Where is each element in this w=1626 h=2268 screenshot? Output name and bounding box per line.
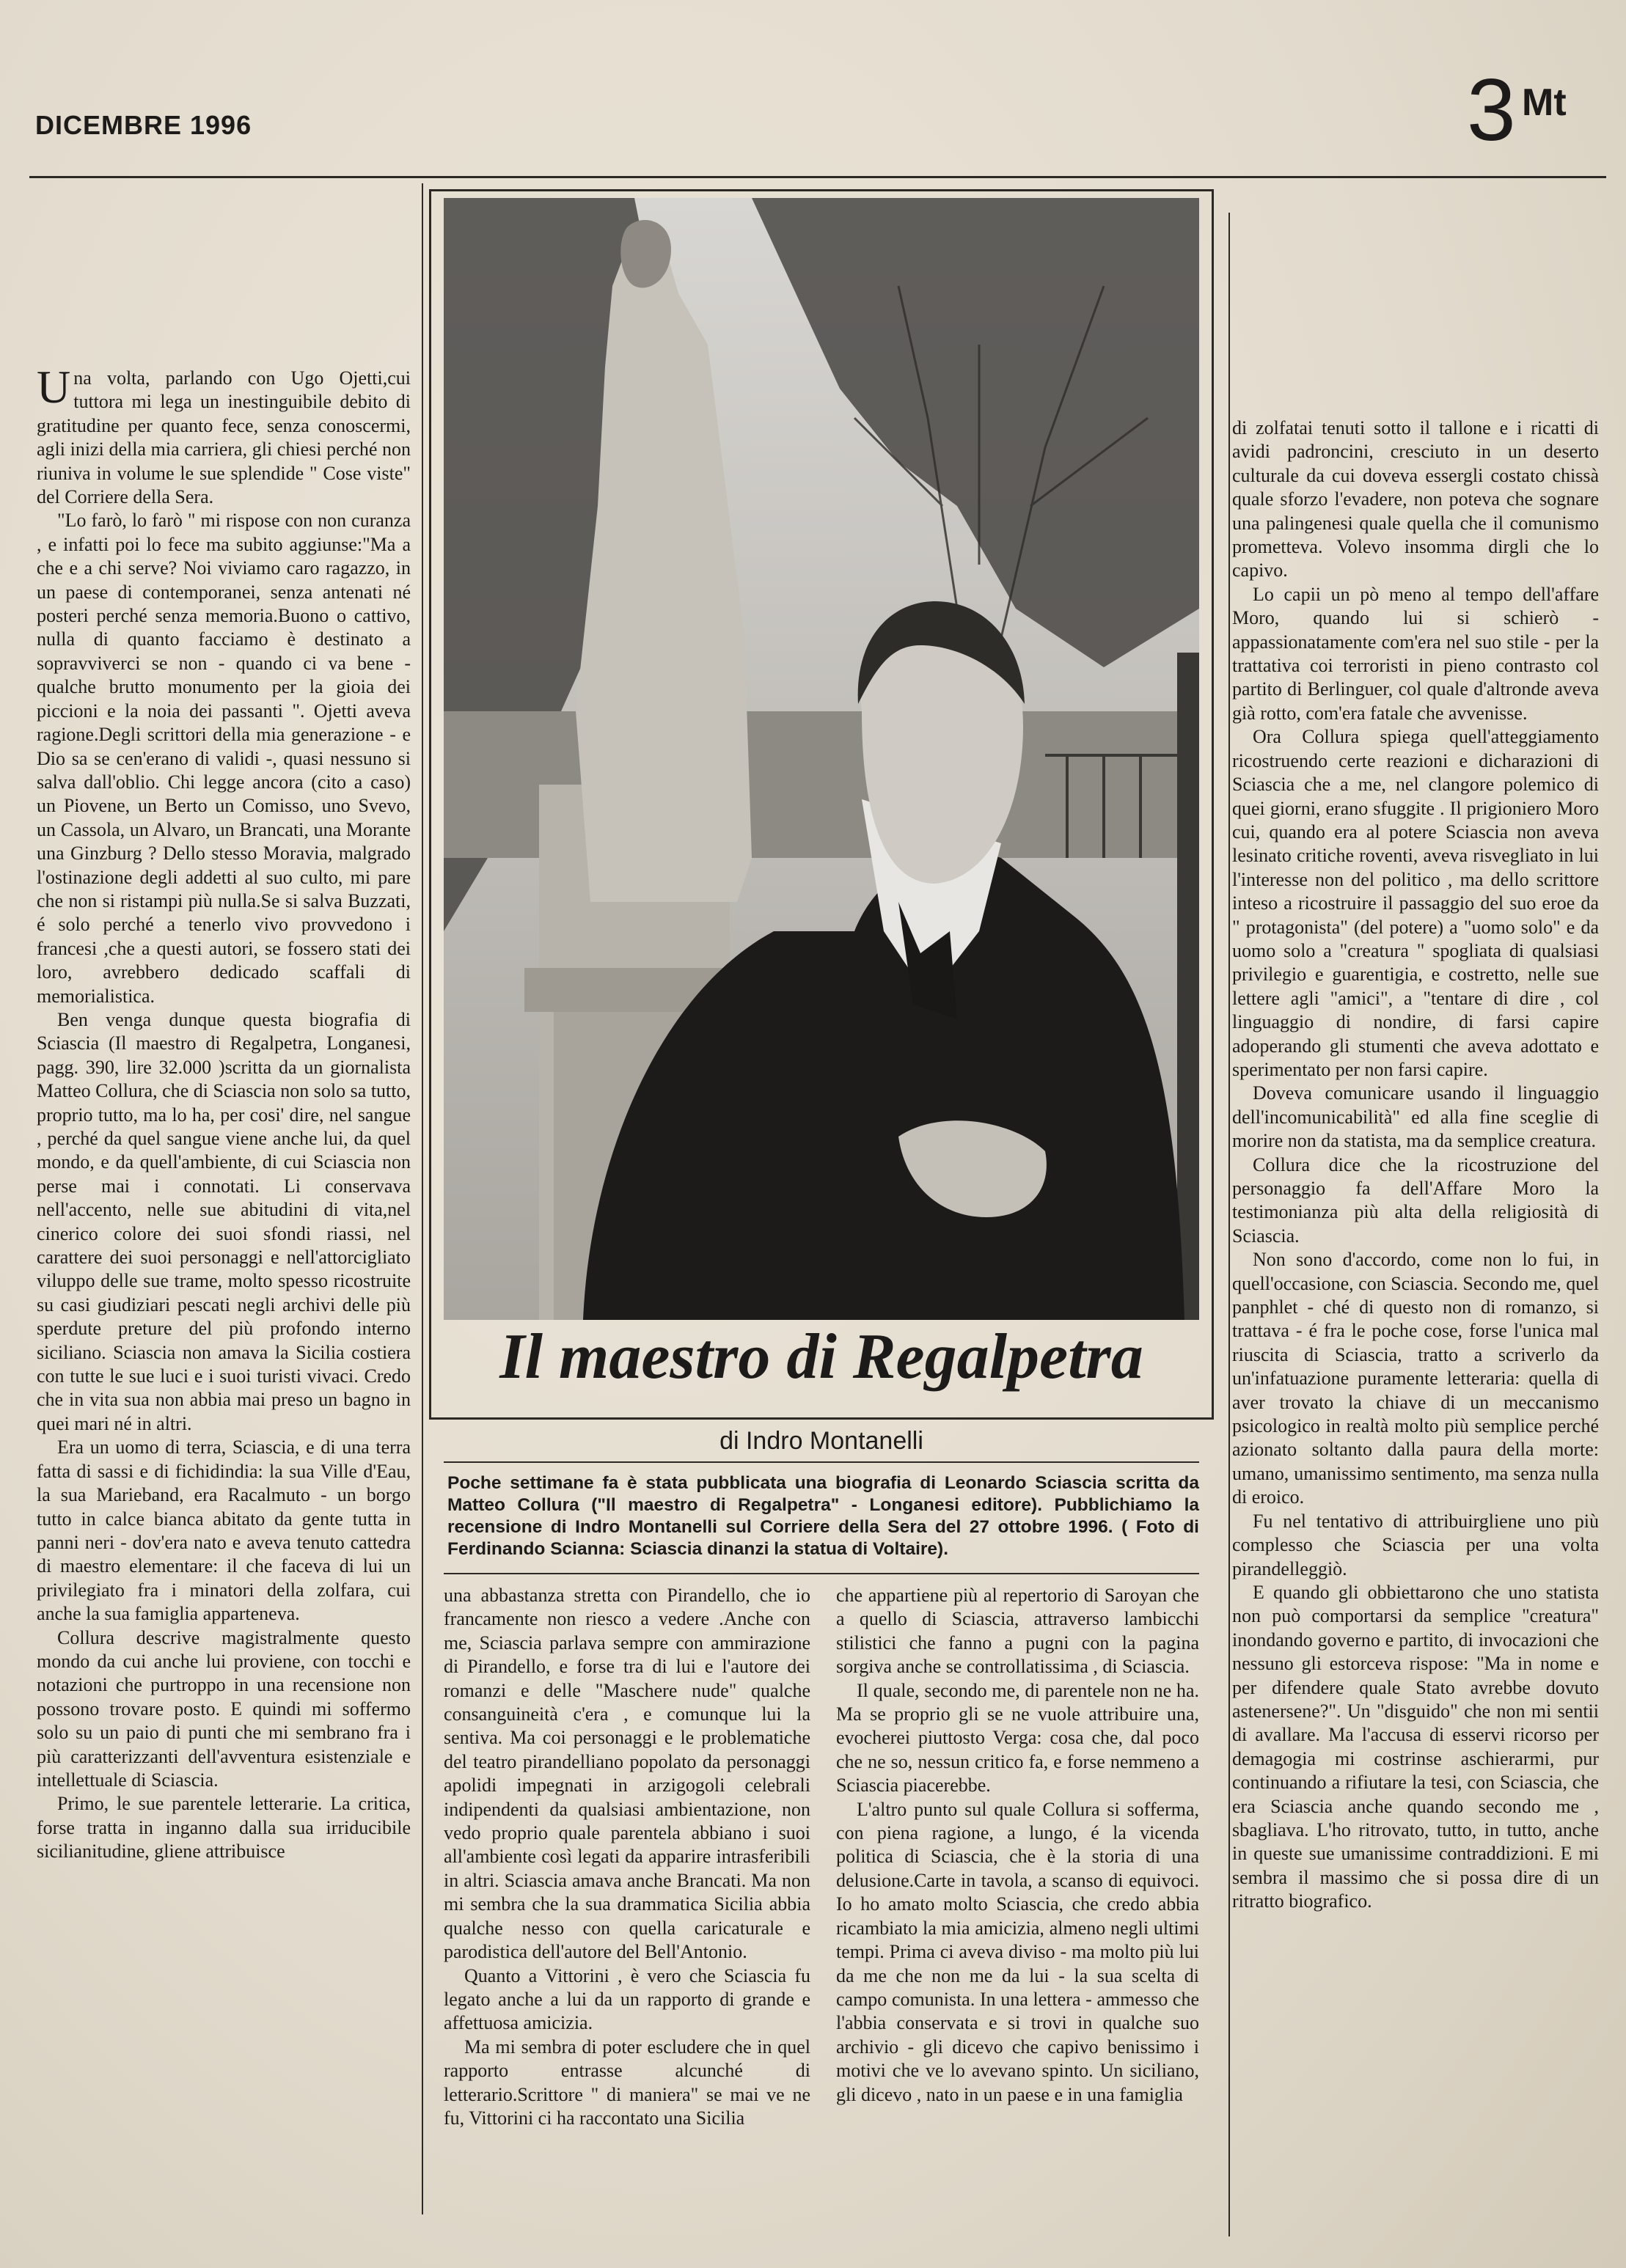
col4-paragraph-4: Doveva comunicare usando il linguaggio dell'incomunicabilità" ed alla fine sceglie di morire non da statista, ma da semplice creatura.: [1232, 1082, 1599, 1152]
col4-paragraph-2: Lo capii un pò meno al tempo dell'affare Moro, quando lui si schierò - appassionatamente com'era nel suo stile - per la trattativa coi terroristi in pieno contrasto col partito di Berlinguer, col quale d'altronde aveva già rotto, com'era fatale che avvenisse.: [1232, 583, 1599, 724]
article-title: Il maestro di Regalpetra: [499, 1321, 1143, 1392]
photo-caption: Poche settimane fa è stata pubblicata una biografia di Leonardo Sciascia scritta da Matteo Collura ("Il maestro di Regalpetra" - Longanesi editore). Pubblichiamo la recensione di Indro Montanelli sul Corriere della Sera del 27 ottobre 1996. ( Foto di Ferdinando Scianna: Sciascia dinanzi la statua di Voltaire).: [447, 1473, 1199, 1559]
column-divider-1: [422, 183, 423, 2214]
col3-paragraph-3: L'altro punto sul quale Collura si sofferma, con piena ragione, a lungo, é la vicenda politica di Sciascia, che è la storia di una delusione.Carte in tavola, a scanso di equivoci. Io ho amato molto Sciascia, che credo abbia ricambiato la mia amicizia, almeno negli ultimi tempi. Prima ci aveva diviso - ma molto più lui da me che non me da lui - la sua scelta di campo comunista. In una lettera - ammesso che l'abbia conservata e si trovi in qualche suo archivio - gli dicevo che capivo benissimo i motivi che ve lo avevano spinto. Un siciliano, gli dicevo , nato in un paese e in una famiglia: [836, 1798, 1199, 2105]
column-2: [444, 1584, 810, 2130]
col1-paragraph-1: Una volta, parlando con Ugo Ojetti,cui tuttora mi lega un inestinguibile debito di gratitudine per quanto fece, senza conoscermi, agli inizi della mia carriera, gli chiesi perché non riuniva in volume le sue splendide " Cose viste" del Corriere della Sera.: [37, 361, 411, 508]
col4-paragraph-1: di zolfatai tenuti sotto il tallone e i ricatti di avidi padroncini, cresciuto in un deserto culturale da cui doveva essergli costato chissà quale sforzo l'evadere, non poteva che sognare una palingenesi quale quella che il comunismo prometteva. Volevo insomma dirgli che lo capivo.: [1232, 417, 1599, 581]
issue-date: DICEMBRE 1996: [35, 110, 252, 140]
col2-paragraph-1: una abbastanza stretta con Pirandello, che io francamente non riesco a vedere .Anche con me, Sciascia parlava sempre con ammirazione di Pirandello, e forse tra di lui e l'autore dei romanzi e delle "Maschere nude" qualche consanguineità c'era , e comunque lui la sentiva. Ma coi personaggi e le problematiche del teatro pirandelliano popolato da personaggi apolidi impegnati in arzigogoli celebrali indipendenti da qualsiasi ambientazione, non vedo proprio quale parentela abbiano i suoi all'ambiente così legati da apparire intrasferibili in altri. Sciascia amava anche Brancati. Ma non mi sembra che la sua drammatica Sicilia abbia qualche nesso con quella caricaturale e parodistica dell'autore del Bell'Antonio.: [444, 1585, 810, 1963]
byline: di Indro Montanelli: [719, 1427, 923, 1455]
col1-paragraph-5: Collura descrive magistralmente questo mondo da cui anche lui proviene, con tocchi e notazioni che purtroppo in una recensione non possono trovare posto. E quindi mi soffermo solo su un paio di punti che mi sembrano fra i più caratterizzanti dell'avventura esistenziale e intellettuale di Sciascia.: [37, 1626, 411, 1791]
col4-paragraph-5: Collura dice che la ricostruzione del personaggio fa dell'Affare Moro la testimonianza più alta della religiosità di Sciascia.: [1232, 1153, 1599, 1247]
col3-paragraph-1: che appartiene più al repertorio di Saroyan che a quello di Sciascia, attraverso lambicchi stilistici che fanno a pugni con la pagina sorgiva anche se controllatissima , di Sciascia.: [836, 1585, 1199, 1678]
header-rule: [29, 176, 1606, 178]
column-divider-2: [1228, 213, 1230, 2236]
col4-paragraph-7: Fu nel tentativo di attribuirgliene uno più complesso che Sciascia per una volta pirandelleggiò.: [1232, 1510, 1599, 1579]
col4-paragraph-6: Non sono d'accordo, come non lo fui, in quell'occasione, con Sciascia. Secondo me, quel panphlet - ché di questo non di romanzo, si trattava - é fra le poche cose, forse l'unica mal riuscita di Sciascia, tratto a scriverlo da un'infatuazione puramente letteraria: quella di aver trovato la chiave di un meccanismo psicologico in realtà molto più semplice perché azionato soltanto dalla paura della morte: umano, umanissimo sentimento, ma senza nulla di eroico.: [1232, 1249, 1599, 1508]
col3-paragraph-2: Il quale, secondo me, di parentele non ne ha. Ma se proprio gli se ne vuole attribuire una, evocherei piuttosto Verga: cosa che, dal poco che ne so, nessun critico fa, e forse nemmeno a Sciascia piacerebbe.: [836, 1679, 1199, 1797]
col4-paragraph-8: E quando gli obbiettarono che uno statista non può comportarsi da semplice "creatura" inondando governo e partito, di invocazioni che nessuno gli estorceva rispose: "Ma in nome e per difendere quale Stato avrebbe dovuto astenersene?". Un "disguido" che non mi sentii di avallare. Ma l'accusa di esservi ricorso per demagogia mi costrinse aschierarmi, pur continuando a rifiutare la tesi, con Sciascia, che era Sciascia anche quando secondo me , sbagliava. L'ho ritrovato, tutto, in tutto, anche in queste sue umanissime contraddizioni. E mi sembra il massimo che si possa dire di un ritratto biografico.: [1232, 1581, 1599, 1912]
col1-paragraph-4: Era un uomo di terra, Sciascia, e di una terra fatta di sassi e di fichidindia: la sua Ville d'Eau, la sua Marieband, era Racalmuto - un borgo tutto in calce bianca abitato da gente tutta in panni neri - dov'era nato e aveva tenuto cattedra di maestro elementare: il che faceva di lui un privilegiato fra i minatori della zolfara, cui anche la sua famiglia apparteneva.: [37, 1436, 411, 1625]
col1-paragraph-2: "Lo farò, lo farò " mi rispose con non curanza , e infatti poi lo fece ma subito aggiunse:"Ma a che e a chi serve? Noi viviamo caro ragazzo, in un paese di contemporanei, senza antenati né posteri perché senza memoria.Buono o cattivo, nulla di quanto facciamo è destinato a sopravviverci se non - quando ci va bene - qualche brutto monumento per la gioia dei piccioni e la noia dei passanti ". Ojetti aveva ragione.Degli scrittori della mia generazione - e Dio sa se cen'erano di validi -, quasi nessuno si salva dall'oblio. Chi legge ancora (cito a caso) un Piovene, un Berto un Comisso, uno Svevo, un Cassola, un Alvaro, un Brancati, una Morante una Ginzburg ? Dello stesso Moravia, malgrado l'ostinazione degli addetti al suo culto, mi pare che non si ristampi più nulla.Se si salva Buzzati, é solo perché a tenerlo vivo provvedono i francesi ,che a questi autori, se fossero stati dei loro, avrebbero dedicado scaffali di memorialistica.: [37, 510, 411, 1007]
column-4: [1232, 416, 1599, 1914]
caption-rule: [444, 1573, 1199, 1574]
drop-cap: U: [37, 361, 71, 413]
col1-paragraph-6: Primo, le sue parentele letterarie. La critica, forse tratta in inganno dalla sua irriducibile sicilianitudine, gliene attribuisce: [37, 1793, 411, 1863]
masthead-logo: [1467, 61, 1516, 159]
col1-paragraph-3: Ben venga dunque questa biografia di Sciascia (Il maestro di Regalpetra, Longanesi, pagg. 390, lire 32.000 )scritta da un giornalista Matteo Collura, che di Sciascia non solo sa tutto, proprio tutto, ma lo ha, per cosi' dire, nel sangue , perché da quel sangue viene anche lui, da quel mondo, e da quell'ambiente, di cui Sciascia non perse mai i connotati. Li conservava nell'accento, nelle sue abitudini di vita,nel cinerico colore dei suoi sfondi riassi, nel carattere dei suoi personaggi e nell'attorcigliato viluppo delle sue trame, molto spesso ricostruite su casi giudiziari pescati negli archivi delle più sperdute preture del più profondo interno siciliano. Sciascia non amava la Sicilia costiera con tutte le sue luci e i suoi turisti vivaci. Credo che in vita sua non abbia mai preso un bagno in quei mari né in altri.: [37, 1008, 411, 1434]
column-3: [836, 1584, 1199, 2107]
column-1: [37, 361, 411, 1864]
byline-rule: [444, 1461, 1199, 1463]
col2-paragraph-2: Quanto a Vittorini , è vero che Sciascia fu legato anche a lui da un rapporto di grande e affettuosa amicizia.: [444, 1964, 810, 2034]
logo-superscript: Mt: [1522, 81, 1567, 124]
logo-number: 3: [1467, 61, 1516, 159]
photo-sciascia-voltaire: [444, 198, 1199, 1320]
col4-paragraph-3: Ora Collura spiega quell'atteggiamento ricostruendo certe reazioni e dicharazioni di Sciascia che a me, nel clangore polemico di quei giorni, erano sfuggite . Il prigioniero Moro cui, quando era al potere Sciascia non aveva lesinato critiche roventi, aveva risvegliato in lui l'interesse non del politico , ma dello scrittore inteso a ricostruire il passaggio del suo eroe da " protagonista" (del potere) a "uomo solo" e da uomo solo a "creatura " spogliata di qualsiasi privilegio e guarentigia, e costretto, nelle sue lettere agli "amici", a "tentare di dire , col linguaggio di nondire, di farsi capire adoperando gli stumenti che aveva adottato e sperimentato per non farsi capire.: [1232, 726, 1599, 1080]
col2-paragraph-3: Ma mi sembra di poter escludere che in quel rapporto entrasse alcunché di letterario.Scrittore " di maniera" se mai ve ne fu, Vittorini ci ha raccontato una Sicilia: [444, 2036, 810, 2129]
